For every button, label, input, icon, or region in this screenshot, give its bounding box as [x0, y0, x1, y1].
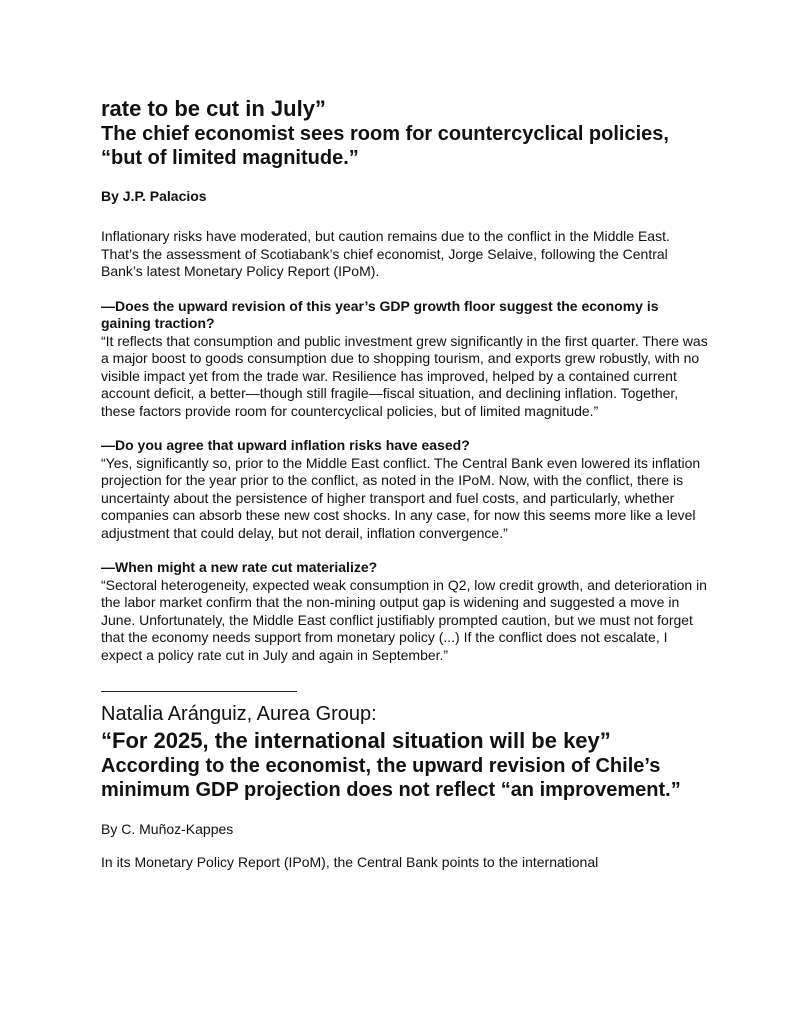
qa-question: —When might a new rate cut materialize? — [101, 559, 378, 575]
article-intro: Inflationary risks have moderated, but caution remains due to the conflict in the Middle East. That’s the assessment of Scotiabank’s chief economist, Jorge Selaive, following the Central Bank’s latest Monetary Policy Report (IPoM). — [101, 228, 670, 279]
article-opening: In its Monetary Policy Report (IPoM), the Central Bank points to the international — [101, 854, 599, 870]
qa-answer: “It reflects that consumption and public investment grew significantly in the first quarter. There was a major boost to goods consumption due to shopping tourism, and exports grew robustly, with no visible impact yet from the trade war. Resilience has improved, helped by a contained current account deficit, a better—though still fragile—fiscal situation, and declining inflation. Together, these factors provide room for countercyclical policies, but of limited magnitude.” — [101, 332, 708, 419]
section-divider: —————————————— — [101, 682, 297, 698]
article-byline: By J.P. Palacios — [101, 188, 207, 204]
article-headline: “For 2025, the international situation will be key” — [101, 728, 611, 753]
qa-answer: “Sectoral heterogeneity, expected weak consumption in Q2, low credit growth, and deterioration in the labor market confirm that the non-mining output gap is widening and suggested a move in June. Unfortunately, the Middle East conflict justifiably prompted caution, but we must not forget that the economy needs support from monetary policy (...) If the conflict does not escalate, I expect a policy rate cut in July and again in September.” — [101, 576, 707, 663]
article-byline: By C. Muñoz-Kappes — [101, 821, 234, 837]
qa-question: —Does the upward revision of this year’s GDP growth floor suggest the economy is gaining traction? — [101, 297, 659, 331]
qa-block — [101, 559, 711, 664]
article-subheadline: According to the economist, the upward revision of Chile’s minimum GDP projection does not reflect “an improvement.” — [101, 755, 681, 801]
qa-question: —Do you agree that upward inflation risks have eased? — [101, 437, 470, 453]
article-subheadline: The chief economist sees room for countercyclical policies, “but of limited magnitude.” — [101, 123, 669, 169]
qa-block — [101, 437, 711, 542]
article-kicker: Natalia Aránguiz, Aurea Group: — [101, 703, 377, 725]
article-selaive — [101, 96, 711, 664]
article-headline: rate to be cut in July” — [101, 96, 326, 121]
qa-block — [101, 298, 711, 421]
qa-answer: “Yes, significantly so, prior to the Middle East conflict. The Central Bank even lowered its inflation projection for the year prior to the conflict, as noted in the IPoM. Now, with the conflict, there is uncertainty about the persistence of higher transport and fuel costs, and particularly, whether companies can absorb these new cost shocks. In any case, for now this seems more like a level adjustment that could delay, but not derail, inflation convergence.” — [101, 454, 701, 541]
document-page — [101, 96, 711, 872]
article-aranguiz — [101, 702, 711, 872]
